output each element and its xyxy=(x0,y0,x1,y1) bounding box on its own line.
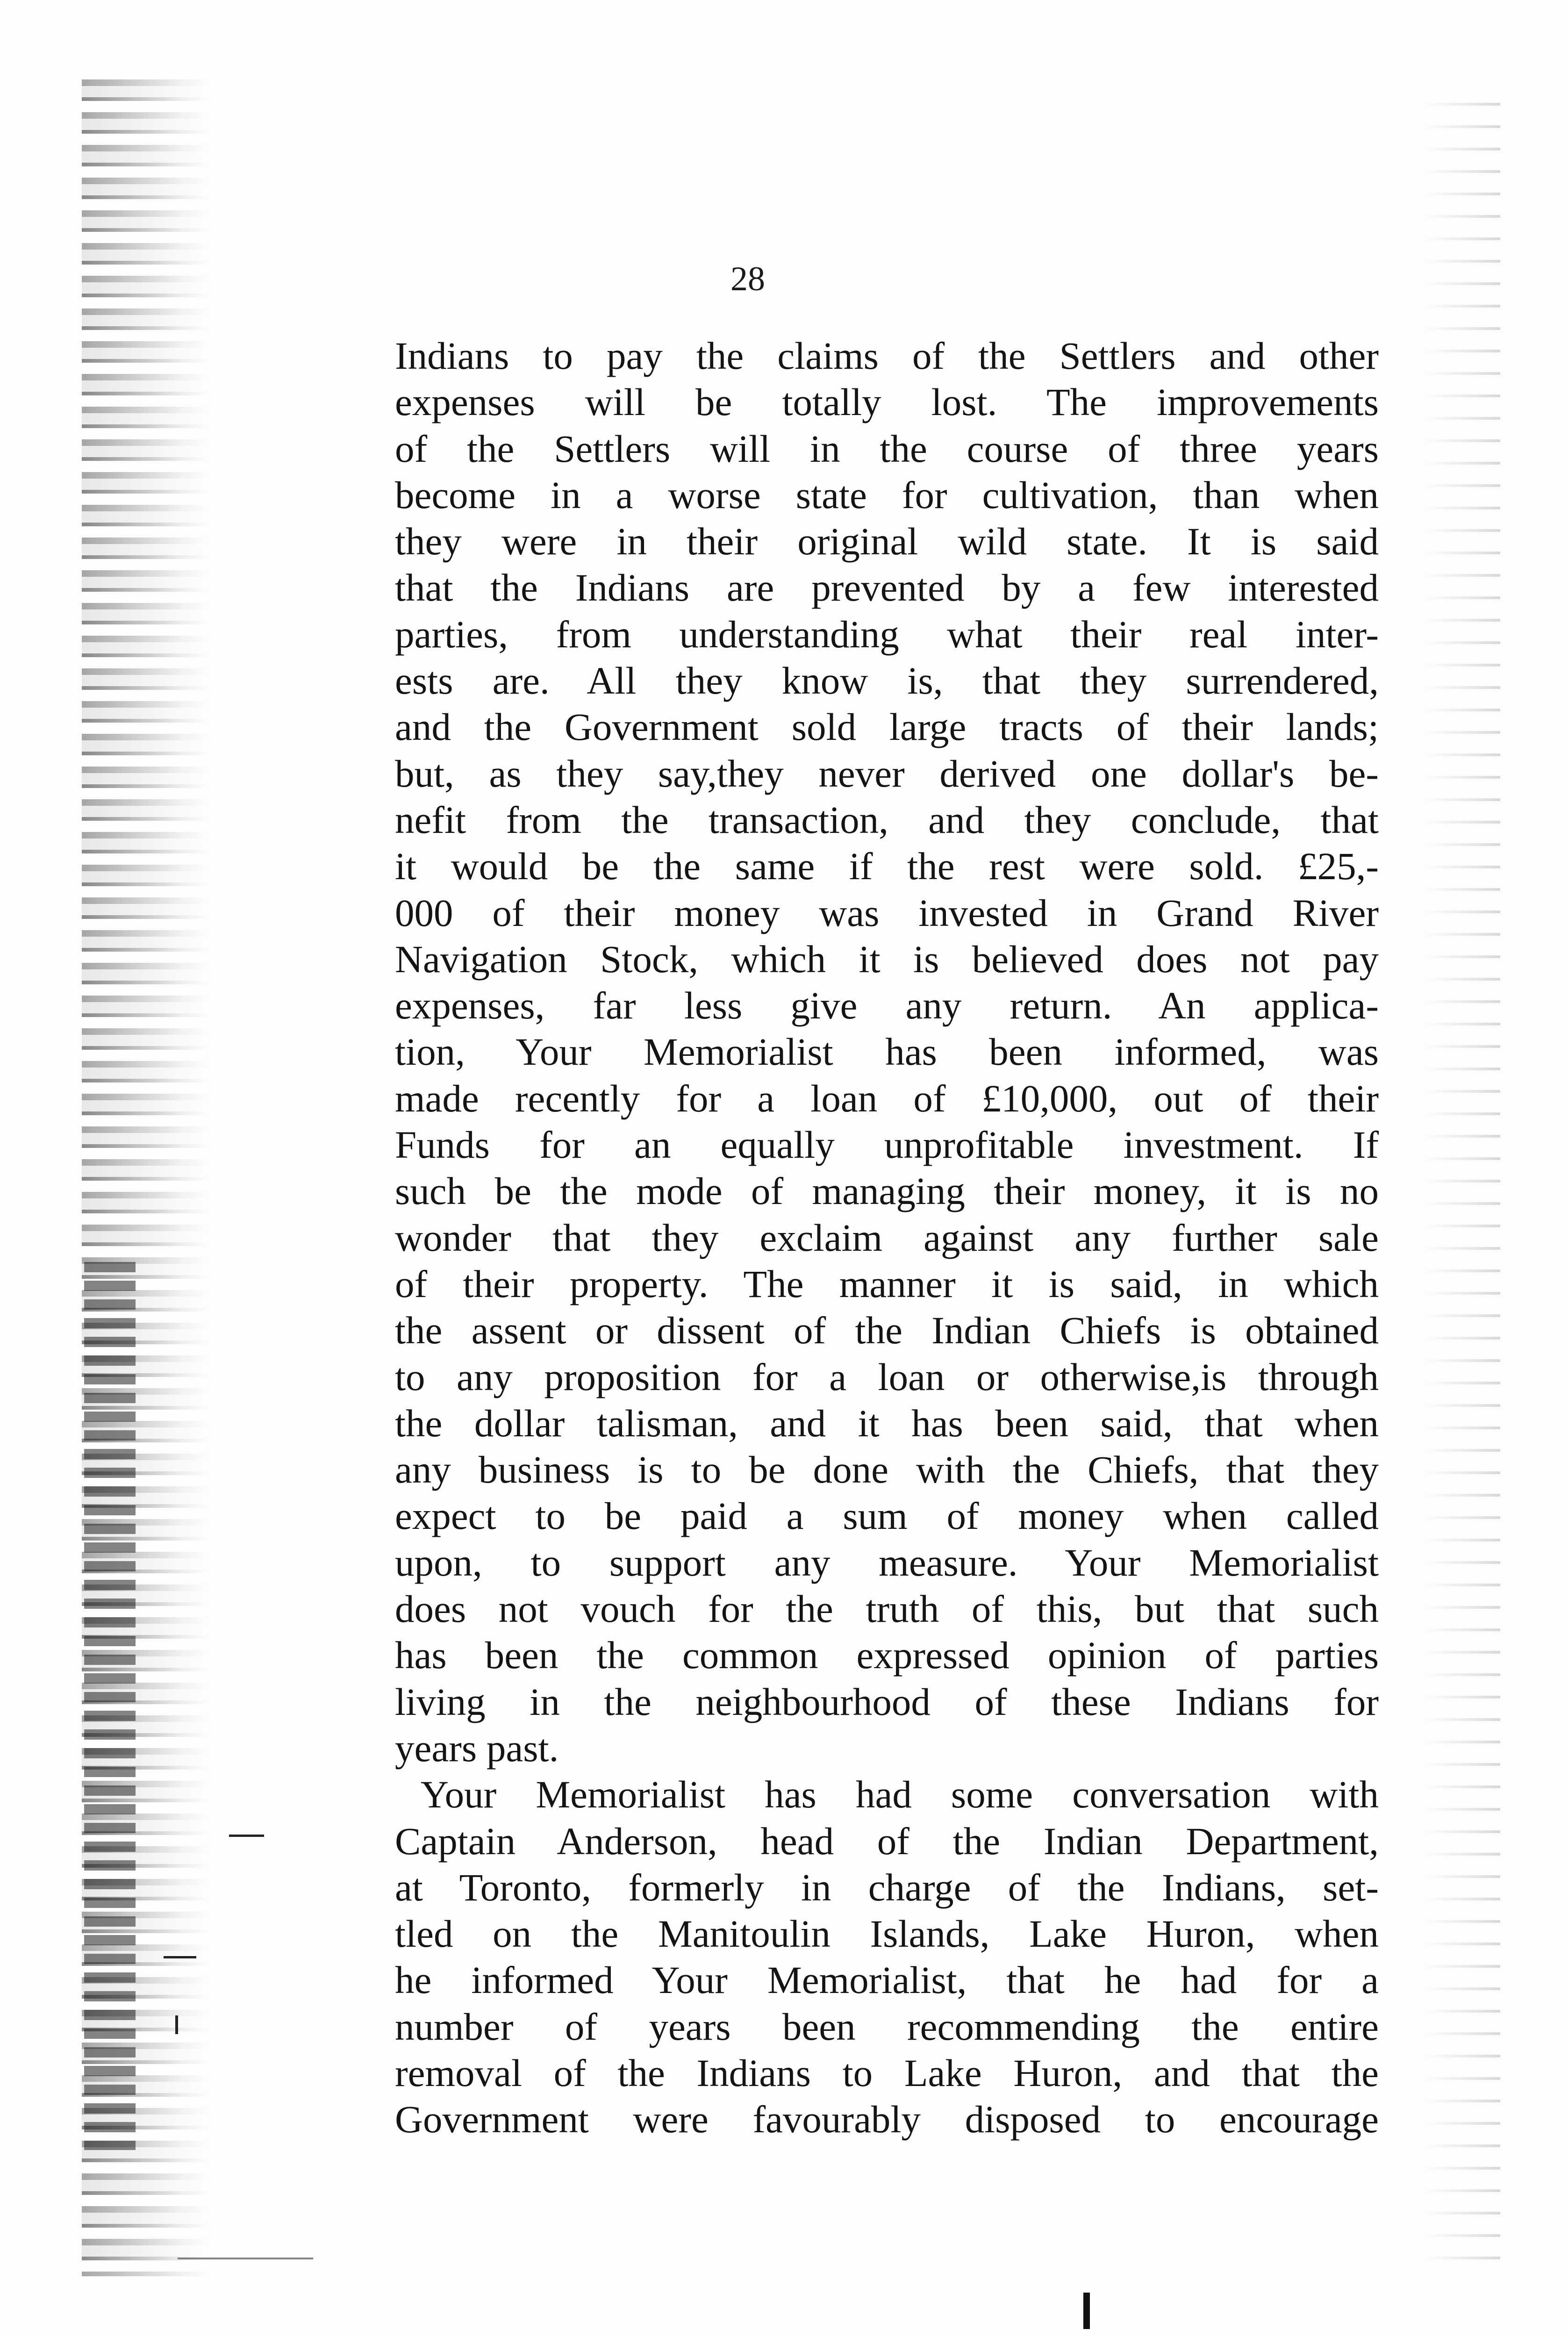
text-line: they were in their original wild state. It is said xyxy=(395,520,1379,563)
text-line: but, as they say,they never derived one dollar's be- xyxy=(395,752,1379,795)
text-line: of the Settlers will in the course of three years xyxy=(395,427,1379,470)
page-number: 28 xyxy=(730,260,765,298)
text-line: any business is to be done with the Chiefs, that they xyxy=(395,1448,1379,1491)
text-line: and the Government sold large tracts of their lands; xyxy=(395,705,1379,749)
text-line: he informed Your Memorialist, that he had for a xyxy=(395,1958,1379,2002)
text-line: that the Indians are prevented by a few interested xyxy=(395,566,1379,609)
text-line: it would be the same if the rest were sold. £25,- xyxy=(395,845,1379,888)
text-line: parties, from understanding what their real inter- xyxy=(395,612,1379,656)
text-line: ests are. All they know is, that they surrendered, xyxy=(395,659,1379,703)
text-line: Funds for an equally unprofitable investment. If xyxy=(395,1123,1379,1167)
text-line: years past. xyxy=(395,1726,559,1770)
margin-rule-mark xyxy=(229,1835,264,1837)
paragraph xyxy=(395,333,1379,1771)
text-line: Your Memorialist has had some conversation with xyxy=(421,1773,1379,1816)
text-line: of their property. The manner it is said, in which xyxy=(395,1262,1379,1305)
text-line: number of years been recommending the entire xyxy=(395,2005,1379,2048)
text-line: become in a worse state for cultivation, than when xyxy=(395,473,1379,516)
text-line: removal of the Indians to Lake Huron, and that the xyxy=(395,2051,1379,2094)
text-line: expenses will be totally lost. The improvements xyxy=(395,380,1379,424)
text-line: nefit from the transaction, and they conclude, that xyxy=(395,798,1379,841)
text-line: at Toronto, formerly in charge of the Indians, set- xyxy=(395,1865,1379,1909)
text-line: Captain Anderson, head of the Indian Department, xyxy=(395,1819,1379,1863)
text-line: has been the common expressed opinion of parties xyxy=(395,1634,1379,1677)
text-line: made recently for a loan of £10,000, out of their xyxy=(395,1076,1379,1120)
text-line: tion, Your Memorialist has been informed, was xyxy=(395,1030,1379,1074)
text-line: Government were favourably disposed to encourage xyxy=(395,2098,1379,2141)
signature-mark xyxy=(1083,2293,1090,2329)
text-line: Navigation Stock, which it is believed does not pay xyxy=(395,937,1379,981)
body-text xyxy=(395,333,1379,2143)
text-line: expect to be paid a sum of money when called xyxy=(395,1494,1379,1538)
text-line: such be the mode of managing their money, it is no xyxy=(395,1169,1379,1213)
text-line: expenses, far less give any return. An applica- xyxy=(395,984,1379,1027)
margin-rule-mark xyxy=(175,2015,178,2034)
text-line: upon, to support any measure. Your Memorialist xyxy=(395,1541,1379,1584)
right-edge-speckle xyxy=(1425,103,1500,2276)
text-line: 000 of their money was invested in Grand River xyxy=(395,891,1379,934)
text-line: the assent or dissent of the Indian Chiefs is obtained xyxy=(395,1309,1379,1352)
text-line: does not vouch for the truth of this, but that such xyxy=(395,1587,1379,1631)
margin-rule-mark xyxy=(178,2258,313,2259)
text-line: Indians to pay the claims of the Settlers and other xyxy=(395,334,1379,377)
text-line: the dollar talisman, and it has been said, that when xyxy=(395,1401,1379,1445)
binding-edge-dark-shadow xyxy=(84,1262,136,2150)
paragraph xyxy=(395,1771,1379,2143)
text-line: to any proposition for a loan or otherwise,is through xyxy=(395,1355,1379,1398)
text-line: tled on the Manitoulin Islands, Lake Huron, when xyxy=(395,1912,1379,1956)
text-line: living in the neighbourhood of these Indians for xyxy=(395,1680,1379,1723)
margin-rule-mark xyxy=(164,1956,196,1958)
text-line: wonder that they exclaim against any further sale xyxy=(395,1216,1379,1259)
